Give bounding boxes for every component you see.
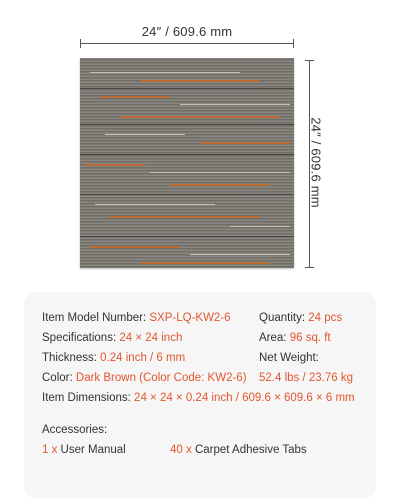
- carpet-tile-image: [80, 58, 294, 268]
- accessory-count: 40 x: [170, 444, 192, 456]
- item-dimensions-value: 24 × 24 × 0.24 inch / 609.6 × 609.6 × 6 mm: [134, 392, 355, 404]
- net-weight-label: Net Weight:: [259, 352, 319, 364]
- thickness-value: 0.24 inch / 6 mm: [100, 352, 186, 364]
- item-dimensions-label: Item Dimensions:: [42, 392, 131, 404]
- specifications-card: [24, 292, 376, 498]
- color-label: Color:: [42, 372, 73, 384]
- accessory-name: User Manual: [60, 444, 126, 456]
- item-model-value: SXP-LQ-KW2-6: [149, 312, 231, 324]
- accessory-name: Carpet Adhesive Tabs: [194, 444, 307, 456]
- quantity-value: 24 pcs: [308, 312, 343, 324]
- accessories-heading-row: [42, 424, 107, 436]
- width-dimension-label: 24″ / 609.6 mm: [141, 24, 233, 39]
- accessories-label: Accessories:: [42, 424, 108, 436]
- thickness-row: [42, 352, 185, 364]
- area-label: Area:: [259, 332, 287, 344]
- specifications-row: [42, 332, 182, 344]
- item-dimensions-row: [42, 392, 355, 404]
- accessory-count: 1 x: [42, 444, 58, 456]
- height-dimension-label: 24″ / 609.6 mm: [308, 117, 324, 208]
- quantity-label: Quantity:: [259, 312, 306, 324]
- accessory-item: [170, 444, 307, 456]
- thickness-label: Thickness:: [42, 352, 97, 364]
- net-weight-value: 52.4 lbs / 23.76 kg: [259, 372, 353, 384]
- color-row: [42, 372, 247, 384]
- quantity-row: [259, 312, 342, 324]
- item-model-row: [42, 312, 231, 324]
- item-model-label: Item Model Number:: [42, 312, 147, 324]
- net-weight-value-row: [259, 372, 353, 384]
- accessory-item: [42, 444, 126, 456]
- area-value: 96 sq. ft: [289, 332, 331, 344]
- specifications-value: 24 × 24 inch: [119, 332, 183, 344]
- color-value: Dark Brown (Color Code: KW2-6): [75, 372, 247, 384]
- net-weight-label-row: [259, 352, 319, 364]
- area-row: [259, 332, 331, 344]
- specifications-label: Specifications:: [42, 332, 117, 344]
- width-dimension-line: [80, 43, 294, 44]
